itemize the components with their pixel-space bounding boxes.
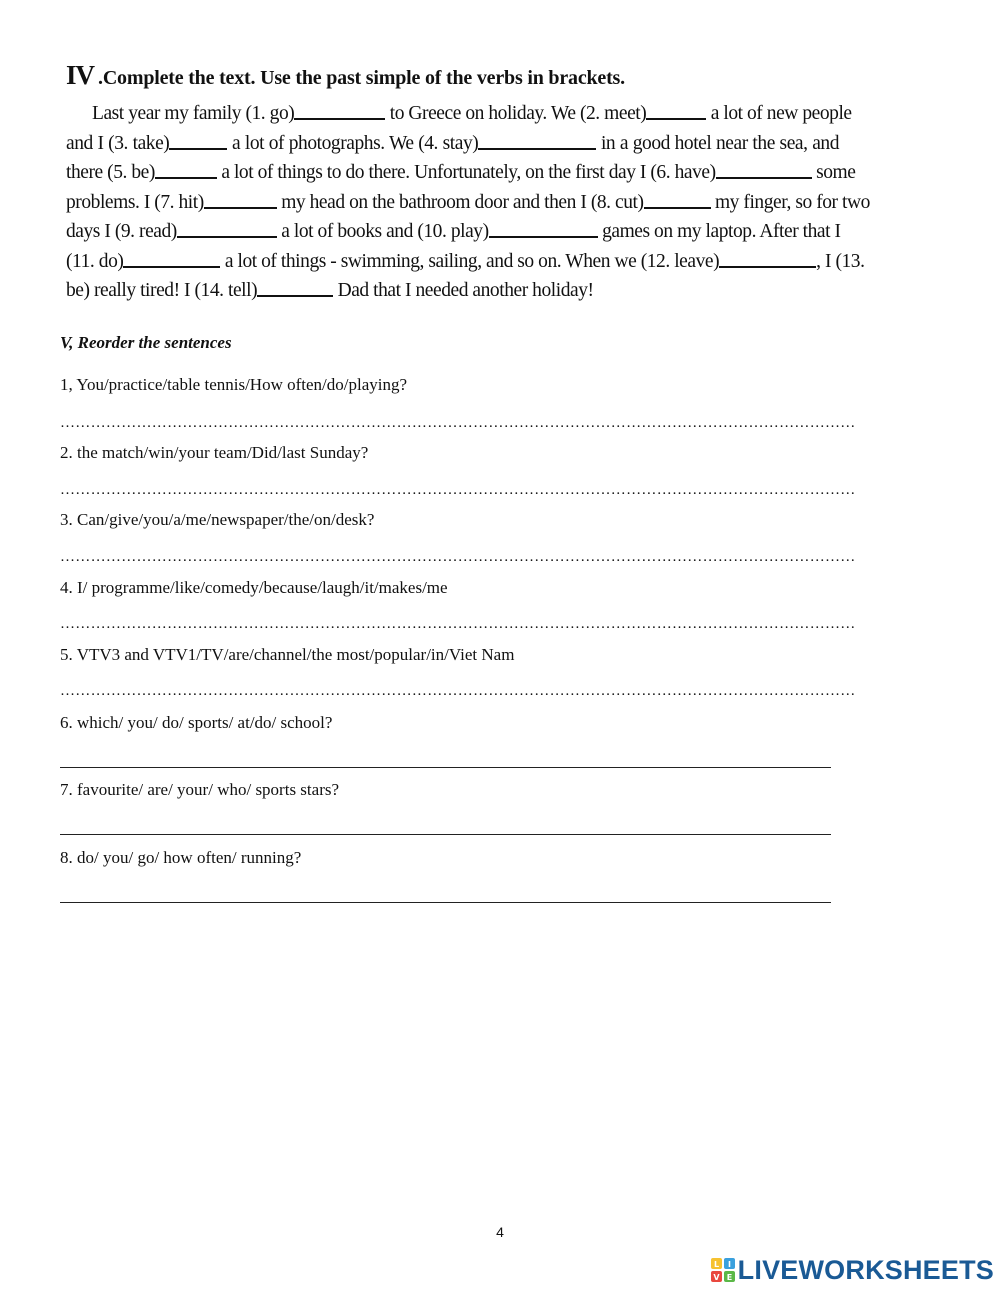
answer-blank-1[interactable] — [294, 99, 385, 120]
passage-text: days I (9. read) — [66, 221, 177, 242]
section-5-title: V, Reorder the sentences — [60, 333, 232, 352]
passage-text: games on my laptop. After that I — [597, 221, 841, 242]
passage-text: problems. I (7. hit) — [66, 191, 204, 213]
passage-line — [66, 276, 839, 306]
answer-blank-14[interactable] — [257, 276, 333, 297]
answer-blank-6[interactable] — [716, 158, 812, 179]
section-4-roman-numeral: IV — [66, 60, 95, 90]
passage-text: a lot of things to do there. Unfortunately, on the first day I (6. have) — [216, 162, 716, 183]
question-2: 2. the match/win/your team/Did/last Sunday? — [60, 443, 369, 462]
passage-line — [66, 158, 856, 188]
passage-text: (11. do) — [66, 250, 124, 272]
passage-line — [66, 247, 865, 277]
passage-text: , I (13. — [816, 250, 865, 272]
passage-text: Last year my family (1. go) — [92, 103, 295, 124]
passage-text: a lot of new people — [706, 103, 852, 124]
answer-dotted-line-3[interactable]: ………………………………………………………………………………………………………………………………………… — [60, 549, 856, 565]
passage-text: a lot of photographs. We (4. stay) — [227, 132, 479, 154]
question-1: 1, You/practice/table tennis/How often/do/playing? — [60, 375, 408, 394]
passage-text: in a good hotel near the sea, and — [596, 132, 839, 154]
passage-line — [66, 188, 870, 218]
question-6: 6. which/ you/ do/ sports/ at/do/ school? — [60, 713, 333, 732]
answer-line-7[interactable] — [60, 834, 831, 835]
answer-blank-4[interactable] — [478, 129, 596, 150]
answer-blank-2[interactable] — [646, 99, 706, 120]
section-4-instruction: .Complete the text. Use the past simple of the verbs in brackets. — [98, 67, 625, 89]
answer-blank-10[interactable] — [489, 217, 598, 238]
passage-text: my head on the bathroom door and then I (8. cut) — [276, 191, 644, 213]
answer-blank-12[interactable] — [719, 247, 816, 268]
passage-text: a lot of things - swimming, sailing, and so on. When we (12. leave) — [220, 250, 720, 272]
passage-text: some — [811, 162, 856, 183]
answer-line-6[interactable] — [60, 767, 831, 768]
answer-dotted-line-5[interactable]: ………………………………………………………………………………………………………………………………………… — [60, 683, 856, 699]
answer-blank-9[interactable] — [177, 217, 277, 238]
liveworksheets-logo-icon — [711, 1258, 735, 1282]
brand-name: LIVEWORKSHEETS — [737, 1254, 994, 1285]
question-8: 8. do/ you/ go/ how often/ running? — [60, 848, 302, 867]
passage-line — [66, 99, 852, 129]
question-3: 3. Can/give/you/a/me/newspaper/the/on/desk? — [60, 510, 375, 529]
passage-text: there (5. be) — [66, 162, 155, 183]
page-number: 4 — [496, 1224, 504, 1240]
svg-text:I: I — [727, 1260, 731, 1269]
answer-blank-3[interactable] — [169, 129, 227, 150]
answer-blank-11[interactable] — [123, 247, 220, 268]
svg-text:V: V — [713, 1273, 720, 1282]
passage-line — [66, 217, 839, 247]
liveworksheets-brand[interactable] — [711, 1254, 994, 1286]
passage-text: my finger, so for two — [710, 191, 870, 213]
passage-text: to Greece on holiday. We (2. meet) — [385, 103, 647, 124]
passage-line — [66, 129, 839, 159]
passage-text: and I (3. take) — [66, 132, 170, 154]
answer-dotted-line-1[interactable]: ………………………………………………………………………………………………………………………………………… — [60, 415, 856, 431]
passage-text: Dad that I needed another holiday! — [333, 280, 594, 301]
answer-dotted-line-2[interactable]: ………………………………………………………………………………………………………………………………………… — [60, 482, 856, 498]
question-4: 4. I/ programme/like/comedy/because/laugh/it/makes/me — [60, 578, 448, 597]
answer-blank-5[interactable] — [155, 158, 217, 179]
question-5: 5. VTV3 and VTV1/TV/are/channel/the most/popular/in/Viet Nam — [60, 645, 515, 664]
answer-dotted-line-4[interactable]: ………………………………………………………………………………………………………………………………………… — [60, 616, 856, 632]
answer-blank-7[interactable] — [204, 188, 277, 209]
cloze-passage — [66, 99, 870, 306]
passage-text: a lot of books and (10. play) — [276, 221, 489, 242]
svg-text:E: E — [726, 1273, 732, 1282]
section-4-title — [66, 60, 625, 91]
question-7: 7. favourite/ are/ your/ who/ sports stars? — [60, 780, 340, 799]
answer-blank-8[interactable] — [644, 188, 711, 209]
answer-line-8[interactable] — [60, 902, 831, 903]
svg-text:L: L — [713, 1260, 719, 1269]
passage-text: be) really tired! I (14. tell) — [66, 280, 258, 301]
